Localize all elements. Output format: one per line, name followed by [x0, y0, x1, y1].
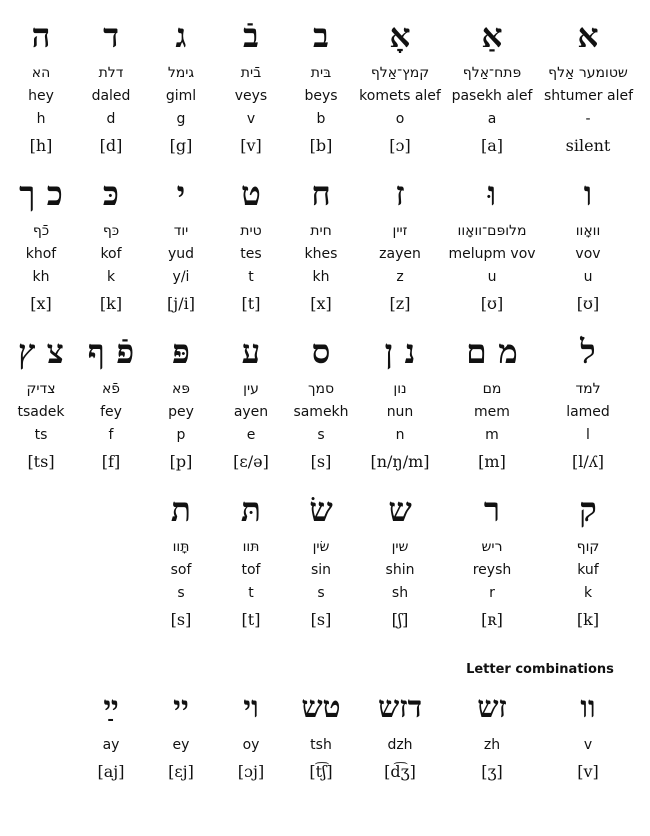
hebrew-letter: ב: [313, 16, 329, 55]
ipa-pronunciation: [ts]: [27, 452, 55, 471]
romanization: t: [248, 585, 254, 601]
letter-name-transliteration: ayen: [233, 404, 269, 420]
romanization: tsh: [310, 737, 332, 753]
romanization: l: [586, 427, 590, 443]
yiddish-letter-name: למד: [575, 381, 601, 397]
letter-cell-khes: [285, 172, 357, 322]
letter-name-transliteration: sof: [170, 562, 192, 578]
hebrew-letter-combination: ײַ: [103, 690, 119, 725]
romanization: d: [106, 111, 116, 127]
hebrew-letter: י: [176, 174, 186, 213]
yiddish-letter-name: בֿית: [240, 65, 262, 81]
alphabet-row-3: [0, 330, 650, 480]
hebrew-letter: כּ: [102, 174, 120, 213]
ipa-pronunciation: [s]: [310, 610, 332, 629]
ipa-pronunciation: [d]: [99, 136, 123, 155]
letter-cell-sof: [145, 488, 217, 638]
letter-name-transliteration: melupm vov: [448, 246, 536, 262]
letter-cell-tof: [215, 488, 287, 638]
yiddish-letter-name: בּית: [310, 65, 332, 81]
yiddish-letter-name: פֿא: [101, 381, 121, 397]
hebrew-letter: ק: [579, 490, 597, 529]
hebrew-letter-combination: טש: [301, 690, 341, 725]
romanization: f: [108, 427, 114, 443]
letter-name-transliteration: lamed: [566, 404, 610, 420]
ipa-pronunciation: [v]: [577, 762, 599, 781]
letter-name-transliteration: khof: [25, 246, 57, 262]
ipa-pronunciation: [ʃ]: [391, 610, 409, 629]
yiddish-letter-name: קמץ־אַלף: [370, 65, 430, 81]
hebrew-letter: בֿ: [243, 16, 259, 55]
letter-combinations-row: [0, 686, 650, 796]
letter-name-transliteration: shtumer alef: [544, 88, 633, 104]
letter-cell-tes: [215, 172, 287, 322]
ipa-pronunciation: [a]: [480, 136, 504, 155]
letter-name-transliteration: tsadek: [17, 404, 65, 420]
yiddish-letter-name: גימל: [167, 65, 195, 81]
hebrew-letter: כ ך: [19, 174, 63, 213]
hebrew-letter: ג: [175, 16, 187, 55]
letter-cell-shtumer-alef: [544, 14, 633, 164]
letter-name-transliteration: zayen: [379, 246, 421, 262]
letter-name-transliteration: hey: [28, 88, 54, 104]
ipa-pronunciation: [p]: [169, 452, 193, 471]
romanization: ey: [172, 737, 190, 753]
romanization: o: [395, 111, 405, 127]
ipa-pronunciation: [v]: [240, 136, 262, 155]
yiddish-letter-name: כּף: [102, 223, 120, 239]
letter-name-transliteration: shin: [385, 562, 415, 578]
letter-name-transliteration: samekh: [293, 404, 349, 420]
ipa-pronunciation: [d͡ʒ]: [384, 762, 416, 781]
romanization: e: [246, 427, 256, 443]
romanization: t: [248, 269, 254, 285]
hebrew-letter: ר: [483, 490, 501, 529]
ipa-pronunciation: [aj]: [97, 762, 125, 781]
romanization: v: [583, 737, 593, 753]
ipa-pronunciation: [ʒ]: [481, 762, 503, 781]
romanization: zh: [483, 737, 501, 753]
romanization: kh: [32, 269, 50, 285]
letter-cell-daled: [75, 14, 147, 164]
letter-name-transliteration: sin: [310, 562, 332, 578]
letter-name-transliteration: tes: [240, 246, 262, 262]
yiddish-letter-name: יוד: [173, 223, 189, 239]
ipa-pronunciation: [b]: [309, 136, 333, 155]
romanization: ts: [34, 427, 48, 443]
hebrew-letter-combination: יי: [173, 690, 189, 725]
letter-cell-komets-alef: [359, 14, 441, 164]
letter-cell-nun: [364, 330, 436, 480]
romanization: k: [106, 269, 116, 285]
letter-cell-reysh: [456, 488, 528, 638]
letter-cell-giml: [145, 14, 217, 164]
hebrew-letter: ת: [170, 490, 192, 529]
yiddish-letter-name: קוף: [576, 539, 600, 555]
romanization: z: [396, 269, 404, 285]
hebrew-letter: ז: [395, 174, 405, 213]
ipa-pronunciation: [ʊ]: [576, 294, 600, 313]
romanization: s: [317, 427, 325, 443]
hebrew-letter: ש: [388, 490, 412, 529]
letter-name-transliteration: giml: [165, 88, 197, 104]
letter-cell-vov: [552, 172, 624, 322]
yiddish-letter-name: צדיק: [26, 381, 56, 397]
ipa-pronunciation: [k]: [576, 610, 600, 629]
hebrew-letter: אַ: [481, 16, 503, 55]
yiddish-letter-name: תָּוו: [172, 539, 190, 555]
letter-name-transliteration: kof: [100, 246, 122, 262]
yiddish-letter-name: וואָוו: [575, 223, 601, 239]
ipa-pronunciation: [ɛj]: [168, 762, 194, 781]
letter-name-transliteration: yud: [167, 246, 195, 262]
ipa-pronunciation: [g]: [169, 136, 193, 155]
letter-cell-kuf: [552, 488, 624, 638]
hebrew-letter: ד: [103, 16, 119, 55]
letter-cell-veys: [215, 14, 287, 164]
romanization: m: [485, 427, 499, 443]
letter-cell-pasekh-alef: [451, 14, 533, 164]
combo-cell-v: [552, 686, 624, 836]
ipa-pronunciation: [s]: [310, 452, 332, 471]
romanization: p: [176, 427, 186, 443]
yiddish-letter-name: ריש: [481, 539, 503, 555]
hebrew-letter: נ ן: [384, 332, 416, 371]
combo-cell-ay: [75, 686, 147, 836]
letter-cell-zayen: [364, 172, 436, 322]
romanization: y/i: [172, 269, 190, 285]
letter-name-transliteration: fey: [100, 404, 122, 420]
letter-cell-tsadek: [5, 330, 77, 480]
combo-cell-dzh: [364, 686, 436, 836]
combo-cell-oy: [215, 686, 287, 836]
letter-cell-ayen: [215, 330, 287, 480]
hebrew-letter: תּ: [240, 490, 262, 529]
letter-cell-yud: [145, 172, 217, 322]
letter-name-transliteration: vov: [575, 246, 601, 262]
romanization: s: [177, 585, 185, 601]
letter-name-transliteration: reysh: [472, 562, 512, 578]
yiddish-letter-name: דלת: [98, 65, 124, 81]
ipa-pronunciation: [t]: [241, 610, 261, 629]
yiddish-letter-name: כֿף: [32, 223, 50, 239]
hebrew-letter: פֿ ף: [87, 332, 135, 371]
hebrew-letter-combination: דזש: [377, 690, 423, 725]
letter-combinations-heading: Letter combinations: [466, 662, 614, 677]
hebrew-letter: אָ: [389, 16, 411, 55]
ipa-pronunciation: silent: [565, 136, 611, 155]
combo-cell-ey: [145, 686, 217, 836]
yiddish-letter-name: חית: [310, 223, 332, 239]
letter-name-transliteration: komets alef: [359, 88, 441, 104]
hebrew-letter: צ ץ: [18, 332, 64, 371]
hebrew-letter: מ ם: [466, 332, 518, 371]
letter-name-transliteration: kuf: [577, 562, 599, 578]
letter-name-transliteration: daled: [91, 88, 131, 104]
romanization: ay: [102, 737, 120, 753]
romanization: v: [246, 111, 256, 127]
hebrew-letter: ט: [241, 174, 261, 213]
letter-cell-shin: [364, 488, 436, 638]
romanization: h: [36, 111, 46, 127]
letter-name-transliteration: mem: [474, 404, 510, 420]
yiddish-letter-name: סמך: [307, 381, 335, 397]
alphabet-row-2: [0, 172, 650, 322]
romanization: k: [583, 585, 593, 601]
combo-cell-tsh: [285, 686, 357, 836]
ipa-pronunciation: [x]: [310, 294, 332, 313]
yiddish-letter-name: נון: [393, 381, 407, 397]
ipa-pronunciation: [s]: [170, 610, 192, 629]
yiddish-letter-name: פּא: [171, 381, 191, 397]
alphabet-row-1: [0, 14, 650, 164]
hebrew-letter-combination: זש: [477, 690, 507, 725]
ipa-pronunciation: [j/i]: [167, 294, 195, 313]
letter-name-transliteration: tof: [241, 562, 261, 578]
letter-cell-fey: [75, 330, 147, 480]
romanization: n: [395, 427, 405, 443]
letter-name-transliteration: veys: [234, 88, 268, 104]
romanization: -: [585, 111, 591, 127]
hebrew-letter: ע: [241, 332, 261, 371]
letter-cell-sin: [285, 488, 357, 638]
yiddish-letter-name: טית: [240, 223, 262, 239]
yiddish-letter-name: שין: [391, 539, 409, 555]
yiddish-letter-name: מלופּם־וואָוו: [457, 223, 527, 239]
romanization: sh: [391, 585, 409, 601]
romanization: dzh: [387, 737, 413, 753]
hebrew-letter: ח: [311, 174, 331, 213]
ipa-pronunciation: [n/ŋ/m]: [370, 452, 430, 471]
letter-name-transliteration: nun: [386, 404, 414, 420]
yiddish-letter-name: עין: [243, 381, 259, 397]
romanization: kh: [312, 269, 330, 285]
letter-name-transliteration: pey: [168, 404, 194, 420]
romanization: g: [176, 111, 186, 127]
hebrew-letter: פּ: [172, 332, 190, 371]
romanization: u: [583, 269, 593, 285]
letter-cell-mem: [456, 330, 528, 480]
yiddish-letter-name: זיין: [392, 223, 408, 239]
ipa-pronunciation: [f]: [101, 452, 121, 471]
letter-name-transliteration: khes: [304, 246, 338, 262]
yiddish-letter-name: הא: [31, 65, 51, 81]
ipa-pronunciation: [x]: [30, 294, 52, 313]
ipa-pronunciation: [ɛ/ə]: [233, 452, 269, 471]
ipa-pronunciation: [z]: [389, 294, 411, 313]
hebrew-letter-combination: וו: [580, 690, 596, 725]
ipa-pronunciation: [ɔj]: [237, 762, 265, 781]
ipa-pronunciation: [h]: [29, 136, 53, 155]
letter-cell-khof: [5, 172, 77, 322]
letter-cell-hey: [5, 14, 77, 164]
letter-name-transliteration: beys: [304, 88, 338, 104]
letter-cell-beys: [285, 14, 357, 164]
ipa-pronunciation: [m]: [478, 452, 506, 471]
letter-cell-lamed: [552, 330, 624, 480]
ipa-pronunciation: [ʀ]: [481, 610, 503, 629]
romanization: s: [317, 585, 325, 601]
hebrew-letter: א: [577, 16, 599, 55]
romanization: oy: [242, 737, 260, 753]
ipa-pronunciation: [t͡ʃ]: [309, 762, 333, 781]
hebrew-letter: ה: [31, 16, 51, 55]
letter-cell-kof: [75, 172, 147, 322]
letter-cell-melupm-vov: [448, 172, 536, 322]
hebrew-letter: שׂ: [309, 490, 333, 529]
hebrew-letter: ל: [580, 332, 596, 371]
yiddish-letter-name: תּוו: [242, 539, 260, 555]
hebrew-letter: וּ: [487, 174, 497, 213]
letter-cell-samekh: [285, 330, 357, 480]
ipa-pronunciation: [t]: [241, 294, 261, 313]
hebrew-letter: ס: [311, 332, 331, 371]
yiddish-letter-name: מם: [482, 381, 502, 397]
combo-cell-zh: [456, 686, 528, 836]
letter-name-transliteration: pasekh alef: [451, 88, 533, 104]
hebrew-letter-combination: וי: [243, 690, 259, 725]
romanization: u: [487, 269, 497, 285]
romanization: a: [487, 111, 497, 127]
yiddish-letter-name: שׂין: [312, 539, 330, 555]
letter-cell-pey: [145, 330, 217, 480]
ipa-pronunciation: [ʊ]: [480, 294, 504, 313]
romanization: b: [316, 111, 326, 127]
hebrew-letter: ו: [583, 174, 593, 213]
yiddish-letter-name: פּתח־אַלף: [462, 65, 522, 81]
yiddish-letter-name: שטומער אַלף: [548, 65, 628, 81]
ipa-pronunciation: [l/ʎ]: [571, 452, 605, 471]
ipa-pronunciation: [ɔ]: [389, 136, 411, 155]
alphabet-row-4: [0, 488, 650, 638]
ipa-pronunciation: [k]: [99, 294, 123, 313]
romanization: r: [489, 585, 495, 601]
